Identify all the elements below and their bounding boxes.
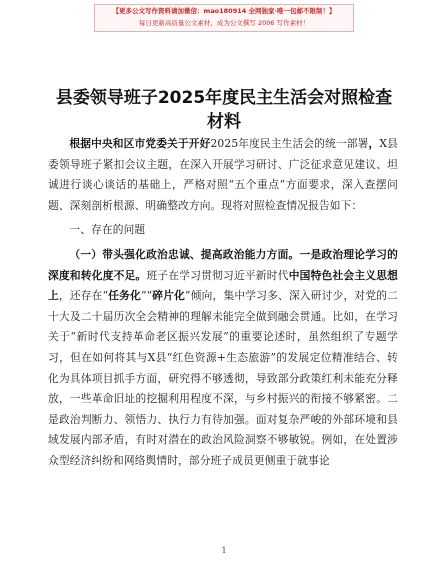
bold-phrase-2: 任务化 [108, 289, 141, 303]
page-number: 1 [221, 546, 227, 555]
promo-banner-line-1: 【更多公文写作资料请加微信：mao180914 全网独家·唯一包邮不限制！】 [112, 7, 336, 15]
lead-bold-sentence: 一是政治理论学习的深度和转化度不足。 [48, 247, 398, 282]
text-part-1: 班子在学习贯彻习近平新时代 [146, 268, 289, 282]
document-title: 县委领导班子2025年度民主生活会对照检查材料 [55, 88, 393, 132]
subsection-label: （一）带头强化政治忠诚、提高政治能力方面。 [69, 247, 300, 261]
intro-paragraph [48, 134, 398, 216]
document-body [48, 134, 398, 472]
bold-phrase-3: 碎片化 [152, 289, 186, 303]
intro-rest: X县委领导班子紧扣会议主题，在深入开展学习研讨、广泛征求意见建议、坦诚进行谈心谈话的基础上，严格对照“五个重点”方面要求，深入查摆问题、深刻剖析根源、明确整改方向。现将对照检查情况报告如下： [48, 137, 398, 212]
intro-bold-lead: 根据中央和区市党委关于开好 [69, 137, 211, 150]
section-heading: 一、存在的问题 [69, 223, 146, 237]
promo-banner-line-2: 每日更新高质量公文素材，成为公文撰写 2006 写作素材！ [138, 19, 310, 27]
text-part-3: ”“ [141, 289, 153, 303]
promo-banner [94, 4, 354, 32]
section-paragraph [48, 245, 398, 472]
text-part-4: ”倾向，集中学习多、深入研讨少，对党的二十大及二十届历次全会精神的理解未能完全做到融会贯通。比如，在学习关于“新时代支持革命老区振兴发展”的重要论述时，虽然组织了专题学习，但在如何将其与X县“红色资源+生态旅游”的发展定位精准结合、转化为具体项目抓手方面，研究得不够透彻，导致部分政策红利未能充分释放，一些革命旧址的挖掘利用程度不深，与乡村振兴的衔接不够紧密。二是政治判断力、领悟力、执行力有待加强。面对复杂严峻的外部环境和县域发展内部矛盾，有时对潜在的政治风险洞察不够敏锐。例如，在处置涉众型经济纠纷和网络舆情时，部分班子成员更侧重于就事论 [48, 289, 398, 467]
intro-text: 2025年度民主生活会的统一部署 [210, 137, 369, 150]
intro-bold-comma: ， [368, 137, 380, 150]
bold-phrase-1: 中国特色社会主义思想上 [48, 268, 398, 303]
text-part-2: ，还存在“ [58, 289, 109, 303]
